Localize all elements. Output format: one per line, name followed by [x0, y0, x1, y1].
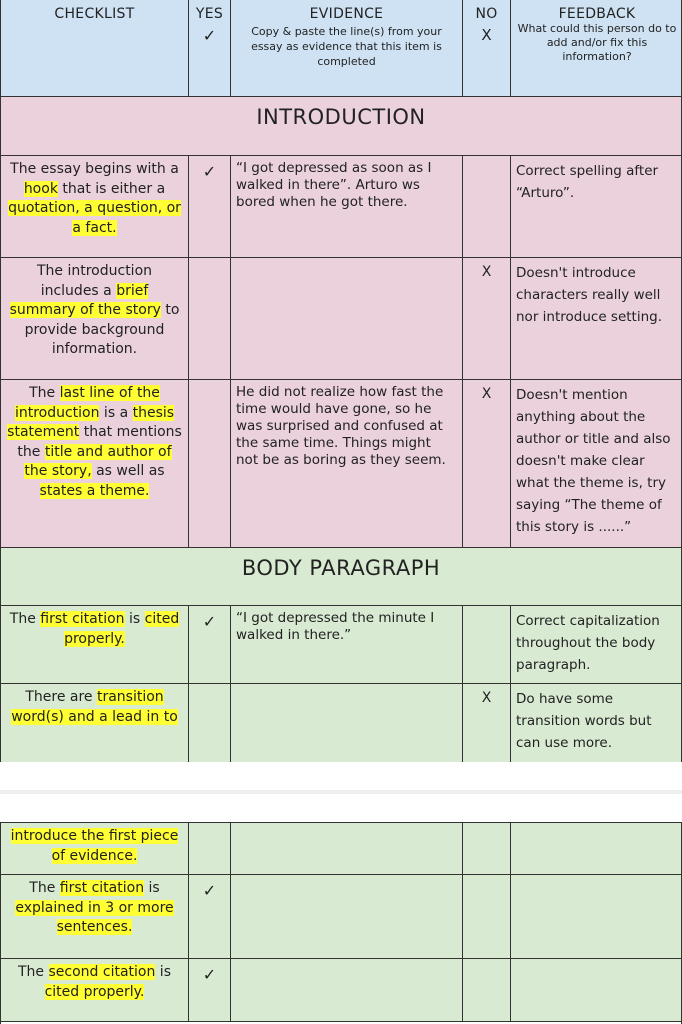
no-cell	[463, 606, 511, 683]
checklist-text	[6, 160, 183, 238]
no-cell	[463, 959, 511, 1021]
yes-checkmark-icon: ✓	[202, 965, 217, 984]
no-cell	[463, 684, 511, 762]
evidence-cell	[231, 684, 463, 762]
plain-phrase: The	[18, 964, 49, 980]
checklist-cell	[1, 875, 189, 958]
feedback-cell	[511, 959, 682, 1021]
header-yes-label: YES	[195, 6, 224, 22]
no-x-icon: X	[481, 690, 492, 706]
no-cell	[463, 875, 511, 958]
plain-phrase: to provide background information.	[24, 302, 180, 358]
section-introduction	[1, 96, 681, 155]
yes-checkmark-icon: ✓	[202, 26, 217, 45]
checklist-text	[6, 610, 183, 649]
evidence-text: He did not realize how fast the time would have gone, so he was surprised and confused at the same time. Things might not be as boring as they seem.	[236, 384, 446, 468]
plain-phrase: as well as	[91, 463, 165, 480]
yes-checkmark-icon: ✓	[202, 881, 217, 900]
header-row	[1, 0, 681, 96]
header-checklist	[1, 0, 189, 96]
plain-phrase: The introduction includes a	[36, 263, 153, 299]
plain-phrase: The	[29, 880, 60, 896]
highlighted-phrase: thesis statement	[7, 404, 175, 441]
feedback-cell	[511, 258, 682, 379]
plain-phrase: The	[9, 611, 41, 627]
highlighted-phrase: introduce the first piece of evidence.	[10, 828, 179, 864]
evidence-cell	[231, 258, 463, 379]
evidence-cell	[231, 156, 463, 257]
yes-cell	[189, 258, 231, 379]
plain-phrase: The	[29, 385, 60, 401]
table-row	[1, 379, 681, 547]
highlighted-phrase: last line of the introduction	[14, 385, 160, 421]
feedback-cell	[511, 380, 682, 547]
checklist-text	[6, 688, 183, 727]
feedback-cell	[511, 823, 682, 874]
feedback-cell	[511, 684, 682, 762]
header-evidence-label: EVIDENCE	[309, 6, 384, 22]
plain-phrase: is	[144, 880, 160, 896]
yes-cell	[189, 606, 231, 683]
highlighted-phrase: transition word(s) and a lead in to	[11, 689, 178, 725]
highlighted-phrase: first citation	[40, 611, 125, 627]
checklist-cell	[1, 606, 189, 683]
header-feedback	[511, 0, 682, 96]
section-body-paragraph-title: BODY PARAGRAPH	[241, 556, 441, 580]
evidence-text: “I got depressed the minute I walked in there.”	[236, 610, 435, 643]
highlighted-phrase: brief summary of the story	[9, 282, 161, 319]
page-break-divider	[0, 790, 682, 794]
header-no-label: NO	[475, 6, 498, 22]
table-row	[1, 958, 681, 1022]
feedback-text: Do have some transition words but can use more.	[516, 691, 652, 751]
feedback-cell	[511, 875, 682, 958]
yes-cell	[189, 823, 231, 874]
plain-phrase: The essay begins with a	[10, 161, 179, 177]
evidence-cell	[231, 606, 463, 683]
no-x-icon: X	[481, 386, 492, 402]
yes-cell	[189, 959, 231, 1021]
plain-phrase: is	[155, 964, 171, 980]
checklist-text	[6, 879, 183, 938]
table-row	[1, 822, 681, 874]
table-row	[1, 605, 681, 683]
header-evidence	[231, 0, 463, 96]
yes-cell	[189, 875, 231, 958]
highlighted-phrase: first citation	[59, 880, 145, 896]
header-no	[463, 0, 511, 96]
section-body-paragraph	[1, 547, 681, 605]
evidence-cell	[231, 875, 463, 958]
header-yes	[189, 0, 231, 96]
checklist-text	[6, 963, 183, 1002]
no-cell	[463, 156, 511, 257]
feedback-text: Correct capitalization throughout the body paragraph.	[516, 613, 660, 673]
no-cell	[463, 823, 511, 874]
yes-checkmark-icon: ✓	[202, 162, 217, 181]
checklist-cell	[1, 156, 189, 257]
no-cell	[463, 380, 511, 547]
highlighted-phrase: cited properly.	[64, 611, 180, 647]
table-row	[1, 155, 681, 257]
feedback-text: Doesn't introduce characters really well nor introduce setting.	[516, 265, 663, 325]
no-cell	[463, 258, 511, 379]
evidence-cell	[231, 380, 463, 547]
header-feedback-subtitle: What could this person do to add and/or fix this information?	[517, 22, 677, 63]
checklist-cell	[1, 258, 189, 379]
checklist-cell	[1, 684, 189, 762]
yes-checkmark-icon: ✓	[202, 612, 217, 631]
table-row	[1, 874, 681, 958]
highlighted-phrase: hook	[23, 180, 58, 197]
no-x-icon: X	[481, 264, 492, 280]
plain-phrase: is a	[99, 404, 133, 421]
checklist-text	[6, 262, 183, 360]
feedback-text: Doesn't mention anything about the author or title and also doesn't make clear what the theme is, try saying “The theme of this story is ......”	[516, 387, 671, 535]
plain-phrase: is	[124, 611, 145, 627]
highlighted-phrase: states a theme.	[39, 482, 150, 499]
feedback-text: Correct spelling after “Arturo”.	[516, 163, 659, 201]
rubric-table-page-2	[0, 822, 682, 1024]
section-introduction-title: INTRODUCTION	[256, 105, 426, 129]
plain-phrase: There are	[25, 689, 97, 705]
highlighted-phrase: quotation, a question, or a fact.	[8, 200, 181, 236]
header-evidence-subtitle: Copy & paste the line(s) from your essay as evidence that this item is completed	[251, 25, 442, 68]
table-row	[1, 683, 681, 762]
highlighted-phrase: explained in 3 or more sentences.	[15, 899, 174, 936]
highlighted-phrase: title and author of the story,	[24, 443, 172, 480]
yes-cell	[189, 380, 231, 547]
checklist-text	[6, 384, 183, 502]
plain-phrase: that mentions the	[17, 424, 182, 460]
checklist-cell	[1, 959, 189, 1021]
header-checklist-label: CHECKLIST	[54, 6, 135, 22]
header-feedback-label: FEEDBACK	[558, 6, 636, 22]
feedback-cell	[511, 606, 682, 683]
yes-cell	[189, 684, 231, 762]
feedback-cell	[511, 156, 682, 257]
checklist-cell	[1, 380, 189, 547]
highlighted-phrase: second citation	[48, 964, 156, 980]
plain-phrase: that is either a	[57, 180, 166, 197]
checklist-cell	[1, 823, 189, 874]
evidence-text: “I got depressed as soon as I walked in there”. Arturo ws bored when he got there.	[236, 160, 432, 210]
evidence-cell	[231, 823, 463, 874]
yes-cell	[189, 156, 231, 257]
no-x-icon: X	[481, 26, 492, 44]
highlighted-phrase: cited properly.	[44, 983, 145, 1000]
table-row	[1, 257, 681, 379]
evidence-cell	[231, 959, 463, 1021]
checklist-text	[6, 827, 183, 866]
